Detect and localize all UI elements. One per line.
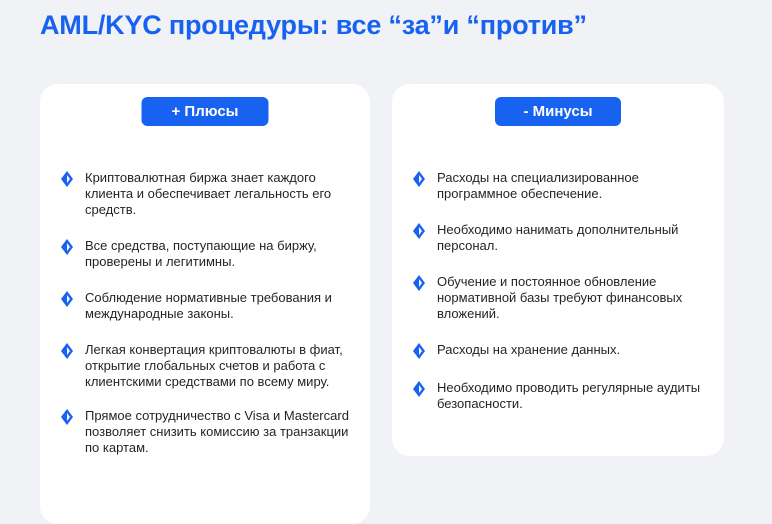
list-item-text: Все средства, поступающие на биржу, проверены и легитимны. (85, 238, 317, 269)
diamond-icon (412, 342, 426, 360)
pros-card (40, 84, 370, 524)
diamond-icon (60, 170, 74, 188)
diamond-icon (412, 380, 426, 398)
list-item (60, 290, 352, 322)
list-item (412, 170, 706, 202)
list-item-text: Расходы на специализированное программное обеспечение. (437, 170, 639, 201)
list-item-text: Прямое сотрудничество с Visa и Mastercard позволяет снизить комиссию за транзакции по картам. (85, 408, 349, 455)
diamond-icon (412, 274, 426, 292)
diamond-icon (412, 222, 426, 240)
page-title: AML/KYC процедуры: все “за”и “против” (40, 10, 587, 40)
list-item (60, 408, 352, 456)
pros-list (60, 170, 352, 476)
diamond-icon (60, 408, 74, 426)
list-item-text: Криптовалютная биржа знает каждого клиента и обеспечивает легальность его средств. (85, 170, 332, 217)
pros-label: + Плюсы (142, 97, 269, 126)
list-item (60, 342, 352, 390)
cons-label: - Минусы (495, 97, 621, 126)
list-item (412, 274, 706, 322)
diamond-icon (60, 342, 74, 360)
diamond-icon (60, 290, 74, 308)
diamond-icon (412, 170, 426, 188)
list-item (412, 222, 706, 254)
cons-list (412, 170, 706, 432)
list-item-text: Необходимо нанимать дополнительный персонал. (437, 222, 679, 253)
list-item (412, 342, 706, 360)
list-item-text: Соблюдение нормативные требования и международные законы. (85, 290, 332, 321)
list-item-text: Легкая конвертация криптовалюты в фиат, открытие глобальных счетов и работа с клиентскими средствами по всему миру. (85, 342, 343, 389)
diamond-icon (60, 238, 74, 256)
cons-card (392, 84, 724, 456)
list-item (60, 238, 352, 270)
list-item (60, 170, 352, 218)
list-item-text: Обучение и постоянное обновление нормативной базы требуют финансовых вложений. (437, 274, 683, 321)
list-item-text: Расходы на хранение данных. (437, 342, 621, 357)
list-item-text: Необходимо проводить регулярные аудиты безопасности. (437, 380, 701, 411)
list-item (412, 380, 706, 412)
